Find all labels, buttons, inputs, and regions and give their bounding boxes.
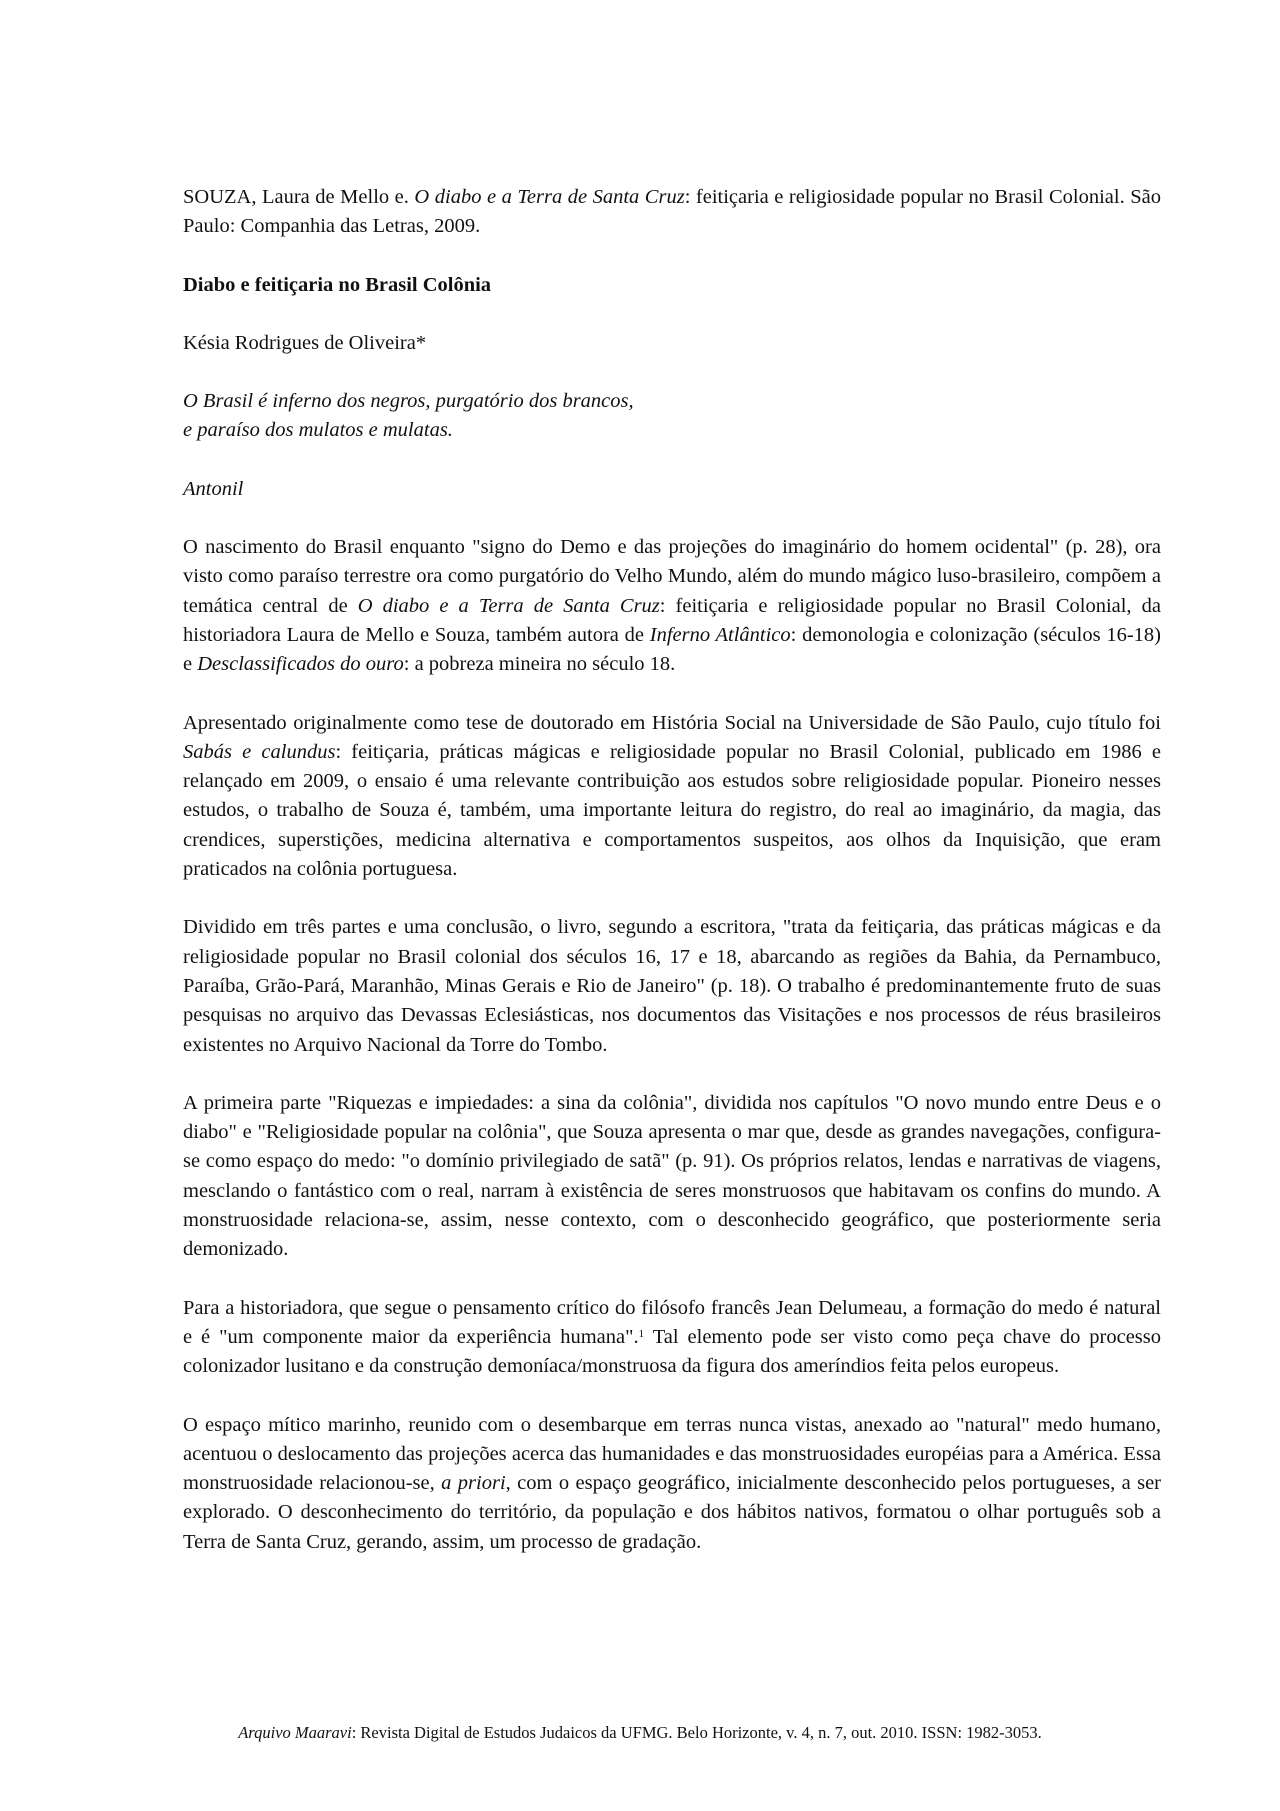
paragraph-1-text-g: : a pobreza mineira no século 18. (403, 653, 676, 676)
epigraph-author: Antonil (183, 477, 244, 500)
paragraph-2-thesis-title: Sabás e calundus (183, 740, 336, 763)
bibliographic-reference (183, 183, 1161, 242)
paragraph-1-book-title: O diabo e a Terra de Santa Cruz (357, 594, 660, 617)
paragraph-1-book-inferno: Inferno Atlântico (649, 623, 791, 646)
reference-author: SOUZA, Laura de Mello e. (183, 186, 415, 208)
paragraph-1-text-a: O nascimento do Brasil enquanto "signo do Demo e das projeções do imaginário do homem ocidental" (p. 28), ora visto como paraíso terrestre ora como purgatório do Velho Mundo, além do mundo mágico luso-brasileiro, compõem a temática central de (183, 536, 1161, 617)
paragraph-6-a-priori: a priori (441, 1472, 506, 1495)
paragraph-1 (183, 533, 1161, 679)
epigraph-line-1: O Brasil é inferno dos negros, purgatório dos brancos, (183, 390, 634, 413)
paragraph-4: A primeira parte "Riquezas e impiedades: a sina da colônia", dividida nos capítulos "O novo mundo entre Deus e o diabo" e "Religiosidade popular na colônia", que Souza apresenta o mar que, desde as grandes navegações, configura-se como espaço do medo: "o domínio privilegiado de satã" (p. 91). Os próprios relatos, lendas e narrativas de viagens, mesclando o fantástico com o real, narram à existência de seres monstruosos que habitavam os confins do mundo. A monstruosidade relaciona-se, assim, nesse contexto, com o desconhecido geográfico, que posteriormente seria demonizado. (183, 1091, 1161, 1261)
paragraph-2 (183, 709, 1161, 885)
review-title: Diabo e feitiçaria no Brasil Colônia (183, 273, 492, 296)
document-body (183, 183, 1161, 1557)
page-footer (0, 1723, 1280, 1743)
paragraph-6-text-a: O espaço mítico marinho, reunido com o desembarque em terras nunca vistas, anexado ao "natural" medo humano, acentuou o deslocamento das projeções acerca das humanidades e das monstruosidades européias para a América. Essa monstruosidade relacionou-se, (183, 1413, 1161, 1495)
reviewer-name: Késia Rodrigues de Oliveira* (183, 331, 427, 354)
paragraph-5 (183, 1294, 1161, 1382)
paragraph-6-text-c: , com o espaço geográfico, inicialmente desconhecido pelos portugueses, a ser explorado. O desconhecimento do território, da população e dos hábitos nativos, formatou o olhar português sob a Terra de Santa Cruz, gerando, assim, um processo de gradação. (183, 1472, 1162, 1553)
footnote-marker: 1 (638, 1327, 645, 1340)
paragraph-1-book-desclassificados: Desclassificados do ouro (197, 653, 404, 676)
paragraph-1-text-e: : demonologia e colonização (séculos 16-18) e (183, 623, 1161, 676)
footer-journal-details: : Revista Digital de Estudos Judaicos da UFMG. Belo Horizonte, v. 4, n. 7, out. 2010. ISSN: 1982-3053. (351, 1723, 1042, 1742)
reference-details: : feitiçaria e religiosidade popular no Brasil Colonial. São Paulo: Companhia das Letras, 2009. (183, 186, 1161, 238)
paragraph-3: Dividido em três partes e uma conclusão, o livro, segundo a escritora, "trata da feitiçaria, das práticas mágicas e da religiosidade popular no Brasil colonial dos séculos 16, 17 e 18, abarcando as regiões da Bahia, da Pernambuco, Paraíba, Grão-Pará, Maranhão, Minas Gerais e Rio de Janeiro" (p. 18). O trabalho é predominantemente fruto de suas pesquisas no arquivo das Devassas Eclesiásticas, nos documentos das Visitações e nos processos de réus brasileiros existentes no Arquivo Nacional da Torre do Tombo. (183, 916, 1161, 1056)
footer-journal-name: Arquivo Maaravi (238, 1723, 352, 1742)
paragraph-2-text-a: Apresentado originalmente como tese de doutorado em História Social na Universidade de São Paulo, cujo título foi (183, 711, 1161, 734)
paragraph-1-text-c: : feitiçaria e religiosidade popular no Brasil Colonial, da historiadora Laura de Mello e Souza, também autora de (183, 594, 1161, 646)
reference-book-title: O diabo e a Terra de Santa Cruz (414, 186, 685, 208)
paragraph-5-text-a: Para a historiadora, que segue o pensamento crítico do filósofo francês Jean Delumeau, a formação do medo é natural e é "um componente maior da experiência humana". (183, 1296, 1161, 1348)
paragraph-2-text-c: : feitiçaria, práticas mágicas e religiosidade popular no Brasil Colonial, publicado em 1986 e relançado em 2009, o ensaio é uma relevante contribuição aos estudos sobre religiosidade popular. Pioneiro nesses estudos, o trabalho de Souza é, também, uma importante leitura do registro, do real ao imaginário, da magia, das crendices, superstições, medicina alternativa e comportamentos suspeitos, aos olhos da Inquisição, que eram praticados na colônia portuguesa. (183, 740, 1161, 881)
epigraph (183, 387, 1161, 446)
paragraph-5-text-b: Tal elemento pode ser visto como peça chave do processo colonizador lusitano e da construção demoníaca/monstruosa da figura dos ameríndios feita pelos europeus. (183, 1325, 1162, 1378)
epigraph-line-2: e paraíso dos mulatos e mulatas. (183, 419, 453, 442)
paragraph-6 (183, 1411, 1161, 1557)
